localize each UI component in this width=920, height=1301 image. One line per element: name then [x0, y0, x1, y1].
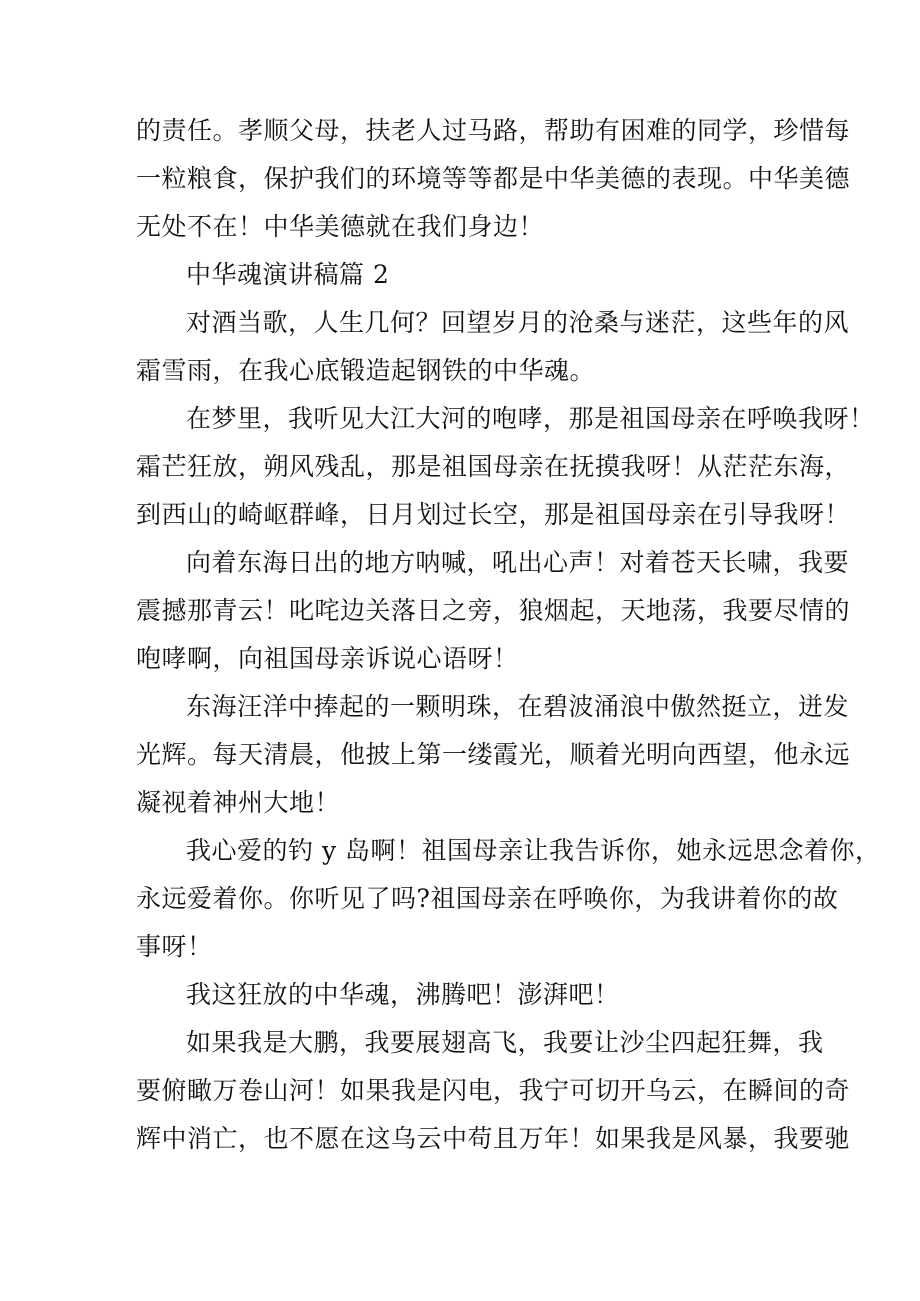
text-line: 震撼那青云！叱咤边关落日之旁，狼烟起，天地荡，我要尽情的	[136, 596, 851, 625]
text-line: 我心爱的钓 y 岛啊！祖国母亲让我告诉你，她永远思念着你，	[186, 836, 881, 865]
text-line: 的责任。孝顺父母，扶老人过马路，帮助有困难的同学，珍惜每	[136, 116, 851, 145]
text-line: 事呀！	[136, 932, 213, 961]
text-line: 霜雪雨，在我心底锻造起钢铁的中华魂。	[136, 356, 596, 385]
section-heading: 中华魂演讲稿篇 2	[186, 260, 390, 289]
text-line: 无处不在！中华美德就在我们身边！	[136, 212, 545, 241]
text-line: 辉中消亡，也不愿在这乌云中苟且万年！如果我是风暴，我要驰	[136, 1124, 851, 1153]
text-line: 如果我是大鹏，我要展翅高飞，我要让沙尘四起狂舞，我	[186, 1028, 824, 1057]
text-line: 咆哮啊，向祖国母亲诉说心语呀！	[136, 644, 519, 673]
text-line: 霜芒狂放，朔风残乱，那是祖国母亲在抚摸我呀！从茫茫东海，	[136, 452, 851, 481]
text-line: 要俯瞰万卷山河！如果我是闪电，我宁可切开乌云，在瞬间的奇	[136, 1076, 851, 1105]
text-line: 东海汪洋中捧起的一颗明珠，在碧波涌浪中傲然挺立，迸发	[186, 692, 850, 721]
text-line: 对酒当歌，人生几何？回望岁月的沧桑与迷茫，这些年的风	[186, 308, 850, 337]
text-line: 一粒粮食，保护我们的环境等等都是中华美德的表现。中华美德	[136, 164, 851, 193]
text-line: 我这狂放的中华魂，沸腾吧！澎湃吧！	[186, 980, 620, 1009]
text-line: 永远爱着你。你听见了吗?祖国母亲在呼唤你，为我讲着你的故	[136, 884, 839, 913]
text-line: 到西山的崎岖群峰，日月划过长空，那是祖国母亲在引导我呀！	[136, 500, 851, 529]
text-line: 在梦里，我听见大江大河的咆哮，那是祖国母亲在呼唤我呀！	[186, 404, 875, 433]
text-line: 向着东海日出的地方呐喊，吼出心声！对着苍天长啸，我要	[186, 548, 850, 577]
text-line: 光辉。每天清晨，他披上第一缕霞光，顺着光明向西望，他永远	[136, 740, 851, 769]
text-line: 凝视着神州大地！	[136, 788, 341, 817]
